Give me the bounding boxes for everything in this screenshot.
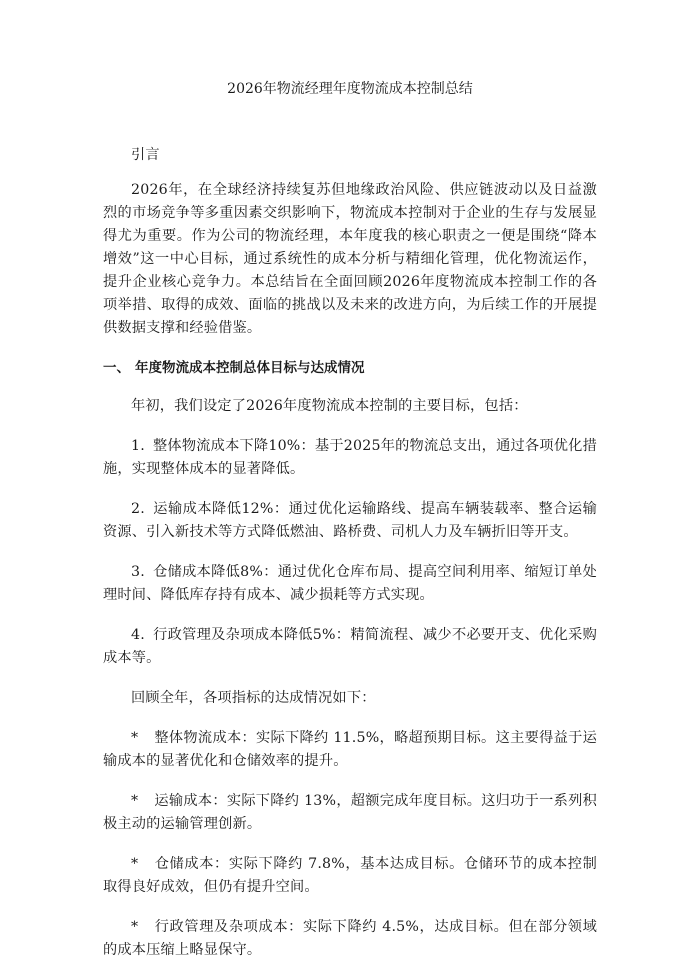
goal-item-3 [103,561,597,607]
document-title: 2026年物流经理年度物流成本控制总结 [227,81,473,97]
goal-text: 运输成本降低12%：通过优化运输路线、提高车辆装载率、整合运输资源、引入新技术等方式降低燃油、路桥费、司机人力及车辆折旧等开支。 [103,501,597,540]
bullet-marker: * [131,793,139,809]
goal-text: 整体物流成本下降10%：基于2025年的物流总支出，通过各项优化措施，实现整体成本的显著降低。 [103,438,597,477]
goal-marker: 1. [131,438,145,454]
result-text: 仓储成本：实际下降约 7.8%，基本达成目标。仓储环节的成本控制取得良好成效，但仍有提升空间。 [103,856,597,895]
intro-label: 引言 [131,147,160,163]
goal-item-4 [103,624,597,670]
review-lead: 回顾全年，各项指标的达成情况如下： [131,690,376,706]
goal-text: 仓储成本降低8%：通过优化仓库布局、提高空间利用率、缩短订单处理时间、降低库存持有成本、减少损耗等方式实现。 [103,564,597,603]
section-1-lead: 年初，我们设定了2026年度物流成本控制的主要目标，包括： [131,398,528,414]
bullet-marker: * [131,919,139,935]
section-1-title: 年度物流成本控制总体目标与达成情况 [135,360,365,376]
goal-text: 行政管理及杂项成本降低5%：精简流程、减少不必要开支、优化采购成本等。 [103,627,597,666]
result-item-4 [103,916,597,962]
section-1-number: 一、 [103,360,130,376]
goal-marker: 4. [131,627,145,643]
result-item-1 [103,727,597,773]
result-text: 行政管理及杂项成本：实际下降约 4.5%，达成目标。但在部分领域的成本压缩上略显保守。 [103,919,597,958]
section-1-heading [103,357,597,379]
goal-marker: 3. [131,564,145,580]
result-item-3 [103,853,597,899]
result-item-2 [103,790,597,836]
goal-item-1 [103,435,597,481]
intro-paragraph: 2026年，在全球经济持续复苏但地缘政治风险、供应链波动以及日益激烈的市场竞争等多重因素交织影响下，物流成本控制对于企业的生存与发展显得尤为重要。作为公司的物流经理，本年度我的核心职责之一便是围绕“降本增效”这一中心目标，通过系统性的成本分析与精细化管理，优化物流运作，提升企业核心竞争力。本总结旨在全面回顾2026年度物流成本控制工作的各项举措、取得的成效、面临的挑战以及未来的改进方向，为后续工作的开展提供数据支撑和经验借鉴。 [103,182,597,336]
bullet-marker: * [131,730,139,746]
bullet-marker: * [131,856,139,872]
goal-marker: 2. [131,501,145,517]
result-text: 整体物流成本：实际下降约 11.5%，略超预期目标。这主要得益于运输成本的显著优化和仓储效率的提升。 [103,730,597,769]
goal-item-2 [103,498,597,544]
result-text: 运输成本：实际下降约 13%，超额完成年度目标。这归功于一系列积极主动的运输管理创新。 [103,793,597,832]
